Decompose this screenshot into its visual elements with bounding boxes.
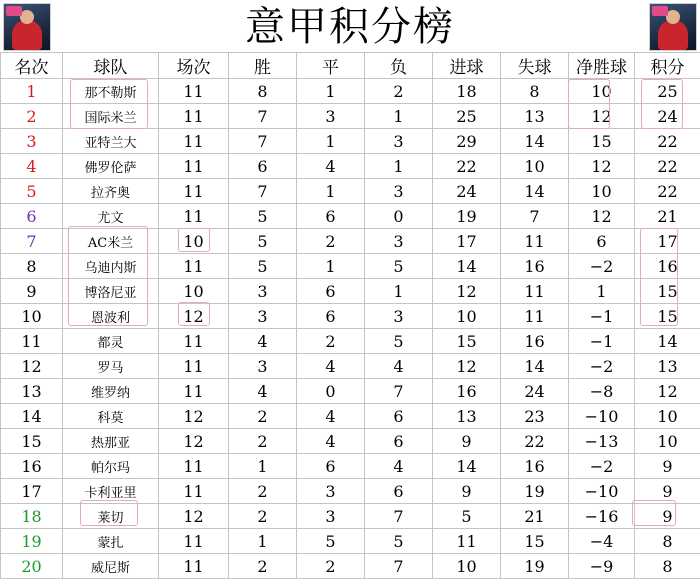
- losses-cell: 3: [365, 179, 433, 204]
- goal-difference-cell: −2: [569, 354, 635, 379]
- goals-for-cell: 9: [433, 479, 501, 504]
- points-cell: 9: [635, 504, 700, 529]
- table-row: [1, 129, 700, 154]
- table-header-row: [1, 53, 700, 79]
- goals-against-cell: 16: [501, 454, 569, 479]
- goal-difference-cell: 12: [569, 204, 635, 229]
- table-row: [1, 79, 700, 104]
- goals-against-cell: 13: [501, 104, 569, 129]
- losses-cell: 0: [365, 204, 433, 229]
- team-cell: 罗马: [63, 354, 159, 379]
- played-cell: 12: [159, 304, 229, 329]
- rank-cell: 3: [1, 129, 63, 154]
- team-cell: 蒙扎: [63, 529, 159, 554]
- losses-cell: 4: [365, 454, 433, 479]
- wins-cell: 2: [229, 479, 297, 504]
- rank-cell: 17: [1, 479, 63, 504]
- rank-cell: 16: [1, 454, 63, 479]
- played-cell: 11: [159, 329, 229, 354]
- table-row: [1, 329, 700, 354]
- wins-cell: 4: [229, 379, 297, 404]
- goals-for-cell: 12: [433, 279, 501, 304]
- points-cell: 24: [635, 104, 700, 129]
- goals-for-cell: 11: [433, 529, 501, 554]
- rank-cell: 9: [1, 279, 63, 304]
- goal-difference-cell: −8: [569, 379, 635, 404]
- points-cell: 22: [635, 154, 700, 179]
- wins-cell: 2: [229, 554, 297, 579]
- goals-against-cell: 16: [501, 254, 569, 279]
- goals-against-cell: 11: [501, 304, 569, 329]
- played-cell: 11: [159, 129, 229, 154]
- wins-cell: 5: [229, 204, 297, 229]
- rank-cell: 6: [1, 204, 63, 229]
- wins-cell: 2: [229, 504, 297, 529]
- goals-for-cell: 19: [433, 204, 501, 229]
- goal-difference-cell: −16: [569, 504, 635, 529]
- goals-against-cell: 15: [501, 529, 569, 554]
- goal-difference-cell: 12: [569, 154, 635, 179]
- goals-against-cell: 23: [501, 404, 569, 429]
- goals-against-cell: 21: [501, 504, 569, 529]
- goals-against-cell: 24: [501, 379, 569, 404]
- played-cell: 12: [159, 504, 229, 529]
- table-row: [1, 554, 700, 579]
- team-cell: 恩波利: [63, 304, 159, 329]
- rank-cell: 7: [1, 229, 63, 254]
- rank-cell: 2: [1, 104, 63, 129]
- team-cell: 莱切: [63, 504, 159, 529]
- table-row: [1, 179, 700, 204]
- played-cell: 11: [159, 254, 229, 279]
- losses-cell: 6: [365, 479, 433, 504]
- table-row: [1, 479, 700, 504]
- table-row: [1, 154, 700, 179]
- column-header-goals-for: 进球: [433, 53, 501, 79]
- draws-cell: 0: [297, 379, 365, 404]
- rank-cell: 8: [1, 254, 63, 279]
- wins-cell: 2: [229, 404, 297, 429]
- losses-cell: 1: [365, 154, 433, 179]
- played-cell: 12: [159, 429, 229, 454]
- wins-cell: 2: [229, 429, 297, 454]
- rank-cell: 5: [1, 179, 63, 204]
- goals-for-cell: 16: [433, 379, 501, 404]
- played-cell: 10: [159, 229, 229, 254]
- team-cell: 都灵: [63, 329, 159, 354]
- played-cell: 11: [159, 554, 229, 579]
- draws-cell: 6: [297, 454, 365, 479]
- goals-against-cell: 10: [501, 154, 569, 179]
- losses-cell: 3: [365, 129, 433, 154]
- points-cell: 15: [635, 279, 700, 304]
- goal-difference-cell: 1: [569, 279, 635, 304]
- team-cell: 拉齐奥: [63, 179, 159, 204]
- wins-cell: 1: [229, 454, 297, 479]
- goal-difference-cell: −1: [569, 304, 635, 329]
- rank-cell: 12: [1, 354, 63, 379]
- team-cell: 国际米兰: [63, 104, 159, 129]
- draws-cell: 4: [297, 404, 365, 429]
- column-header-losses: 负: [365, 53, 433, 79]
- draws-cell: 3: [297, 104, 365, 129]
- team-cell: 博洛尼亚: [63, 279, 159, 304]
- rank-cell: 13: [1, 379, 63, 404]
- points-cell: 10: [635, 404, 700, 429]
- draws-cell: 3: [297, 504, 365, 529]
- points-cell: 10: [635, 429, 700, 454]
- wins-cell: 6: [229, 154, 297, 179]
- goal-difference-cell: 10: [569, 179, 635, 204]
- standings-table: [0, 52, 700, 579]
- team-cell: 那不勒斯: [63, 79, 159, 104]
- wins-cell: 8: [229, 79, 297, 104]
- team-cell: 科莫: [63, 404, 159, 429]
- points-cell: 25: [635, 79, 700, 104]
- losses-cell: 7: [365, 504, 433, 529]
- column-header-goals-against: 失球: [501, 53, 569, 79]
- goals-for-cell: 5: [433, 504, 501, 529]
- column-header-points: 积分: [635, 53, 700, 79]
- draws-cell: 3: [297, 479, 365, 504]
- goals-for-cell: 9: [433, 429, 501, 454]
- wins-cell: 3: [229, 354, 297, 379]
- points-cell: 21: [635, 204, 700, 229]
- wins-cell: 4: [229, 329, 297, 354]
- draws-cell: 4: [297, 354, 365, 379]
- draws-cell: 1: [297, 129, 365, 154]
- played-cell: 11: [159, 104, 229, 129]
- played-cell: 11: [159, 179, 229, 204]
- draws-cell: 2: [297, 229, 365, 254]
- draws-cell: 1: [297, 179, 365, 204]
- goals-for-cell: 15: [433, 329, 501, 354]
- played-cell: 11: [159, 79, 229, 104]
- goals-against-cell: 19: [501, 479, 569, 504]
- points-cell: 22: [635, 129, 700, 154]
- goals-against-cell: 16: [501, 329, 569, 354]
- losses-cell: 7: [365, 554, 433, 579]
- table-row: [1, 404, 700, 429]
- played-cell: 11: [159, 454, 229, 479]
- goals-against-cell: 14: [501, 129, 569, 154]
- table-row: [1, 279, 700, 304]
- losses-cell: 3: [365, 229, 433, 254]
- points-cell: 17: [635, 229, 700, 254]
- team-cell: 维罗纳: [63, 379, 159, 404]
- team-cell: 乌迪内斯: [63, 254, 159, 279]
- table-row: [1, 104, 700, 129]
- draws-cell: 1: [297, 79, 365, 104]
- goals-for-cell: 14: [433, 254, 501, 279]
- draws-cell: 6: [297, 304, 365, 329]
- goals-against-cell: 7: [501, 204, 569, 229]
- rank-cell: 19: [1, 529, 63, 554]
- wins-cell: 5: [229, 229, 297, 254]
- goal-difference-cell: 10: [569, 79, 635, 104]
- table-row: [1, 429, 700, 454]
- goals-for-cell: 17: [433, 229, 501, 254]
- points-cell: 8: [635, 554, 700, 579]
- goal-difference-cell: −10: [569, 479, 635, 504]
- points-cell: 15: [635, 304, 700, 329]
- draws-cell: 6: [297, 279, 365, 304]
- table-row: [1, 304, 700, 329]
- points-cell: 9: [635, 454, 700, 479]
- wins-cell: 7: [229, 129, 297, 154]
- column-header-wins: 胜: [229, 53, 297, 79]
- column-header-rank: 名次: [1, 53, 63, 79]
- draws-cell: 2: [297, 329, 365, 354]
- losses-cell: 5: [365, 329, 433, 354]
- page-title: 意甲积分榜: [60, 2, 640, 52]
- table-row: [1, 229, 700, 254]
- played-cell: 11: [159, 204, 229, 229]
- goal-difference-cell: −2: [569, 454, 635, 479]
- losses-cell: 2: [365, 79, 433, 104]
- losses-cell: 5: [365, 529, 433, 554]
- draws-cell: 4: [297, 429, 365, 454]
- points-cell: 14: [635, 329, 700, 354]
- goal-difference-cell: −4: [569, 529, 635, 554]
- goal-difference-cell: −9: [569, 554, 635, 579]
- team-cell: AC米兰: [63, 229, 159, 254]
- goal-difference-cell: −2: [569, 254, 635, 279]
- rank-cell: 15: [1, 429, 63, 454]
- rank-cell: 20: [1, 554, 63, 579]
- goal-difference-cell: 15: [569, 129, 635, 154]
- team-cell: 威尼斯: [63, 554, 159, 579]
- column-header-team: 球队: [63, 53, 159, 79]
- header: [0, 0, 700, 53]
- wins-cell: 1: [229, 529, 297, 554]
- goal-difference-cell: −13: [569, 429, 635, 454]
- column-header-played: 场次: [159, 53, 229, 79]
- team-cell: 亚特兰大: [63, 129, 159, 154]
- table-row: [1, 204, 700, 229]
- goals-against-cell: 22: [501, 429, 569, 454]
- wins-cell: 7: [229, 104, 297, 129]
- draws-cell: 4: [297, 154, 365, 179]
- wins-cell: 7: [229, 179, 297, 204]
- losses-cell: 5: [365, 254, 433, 279]
- table-row: [1, 529, 700, 554]
- losses-cell: 1: [365, 279, 433, 304]
- points-cell: 22: [635, 179, 700, 204]
- played-cell: 10: [159, 279, 229, 304]
- points-cell: 12: [635, 379, 700, 404]
- team-cell: 卡利亚里: [63, 479, 159, 504]
- wins-cell: 5: [229, 254, 297, 279]
- losses-cell: 1: [365, 104, 433, 129]
- rank-cell: 1: [1, 79, 63, 104]
- goals-against-cell: 19: [501, 554, 569, 579]
- points-cell: 8: [635, 529, 700, 554]
- draws-cell: 6: [297, 204, 365, 229]
- goals-against-cell: 14: [501, 354, 569, 379]
- played-cell: 11: [159, 479, 229, 504]
- rank-cell: 18: [1, 504, 63, 529]
- wins-cell: 3: [229, 304, 297, 329]
- goals-for-cell: 24: [433, 179, 501, 204]
- goals-for-cell: 22: [433, 154, 501, 179]
- goal-difference-cell: −10: [569, 404, 635, 429]
- wins-cell: 3: [229, 279, 297, 304]
- goals-for-cell: 29: [433, 129, 501, 154]
- player-photo-icon: [649, 3, 697, 51]
- team-cell: 佛罗伦萨: [63, 154, 159, 179]
- rank-cell: 10: [1, 304, 63, 329]
- goals-for-cell: 18: [433, 79, 501, 104]
- goals-for-cell: 12: [433, 354, 501, 379]
- column-header-draws: 平: [297, 53, 365, 79]
- goals-for-cell: 25: [433, 104, 501, 129]
- points-cell: 9: [635, 479, 700, 504]
- goals-for-cell: 10: [433, 554, 501, 579]
- column-header-goal-difference: 净胜球: [569, 53, 635, 79]
- rank-cell: 11: [1, 329, 63, 354]
- goals-for-cell: 13: [433, 404, 501, 429]
- goals-for-cell: 14: [433, 454, 501, 479]
- goals-for-cell: 10: [433, 304, 501, 329]
- played-cell: 11: [159, 529, 229, 554]
- table-row: [1, 354, 700, 379]
- draws-cell: 5: [297, 529, 365, 554]
- played-cell: 12: [159, 404, 229, 429]
- losses-cell: 6: [365, 404, 433, 429]
- goal-difference-cell: −1: [569, 329, 635, 354]
- points-cell: 16: [635, 254, 700, 279]
- played-cell: 11: [159, 379, 229, 404]
- goals-against-cell: 11: [501, 229, 569, 254]
- draws-cell: 1: [297, 254, 365, 279]
- goals-against-cell: 11: [501, 279, 569, 304]
- losses-cell: 4: [365, 354, 433, 379]
- team-cell: 帕尔玛: [63, 454, 159, 479]
- points-cell: 13: [635, 354, 700, 379]
- team-cell: 尤文: [63, 204, 159, 229]
- losses-cell: 3: [365, 304, 433, 329]
- goals-against-cell: 8: [501, 79, 569, 104]
- player-photo-icon: [3, 3, 51, 51]
- goal-difference-cell: 12: [569, 104, 635, 129]
- rank-cell: 14: [1, 404, 63, 429]
- table-row: [1, 454, 700, 479]
- goals-against-cell: 14: [501, 179, 569, 204]
- table-row: [1, 254, 700, 279]
- draws-cell: 2: [297, 554, 365, 579]
- losses-cell: 7: [365, 379, 433, 404]
- table-row: [1, 504, 700, 529]
- goal-difference-cell: 6: [569, 229, 635, 254]
- table-row: [1, 379, 700, 404]
- played-cell: 11: [159, 154, 229, 179]
- played-cell: 11: [159, 354, 229, 379]
- rank-cell: 4: [1, 154, 63, 179]
- losses-cell: 6: [365, 429, 433, 454]
- team-cell: 热那亚: [63, 429, 159, 454]
